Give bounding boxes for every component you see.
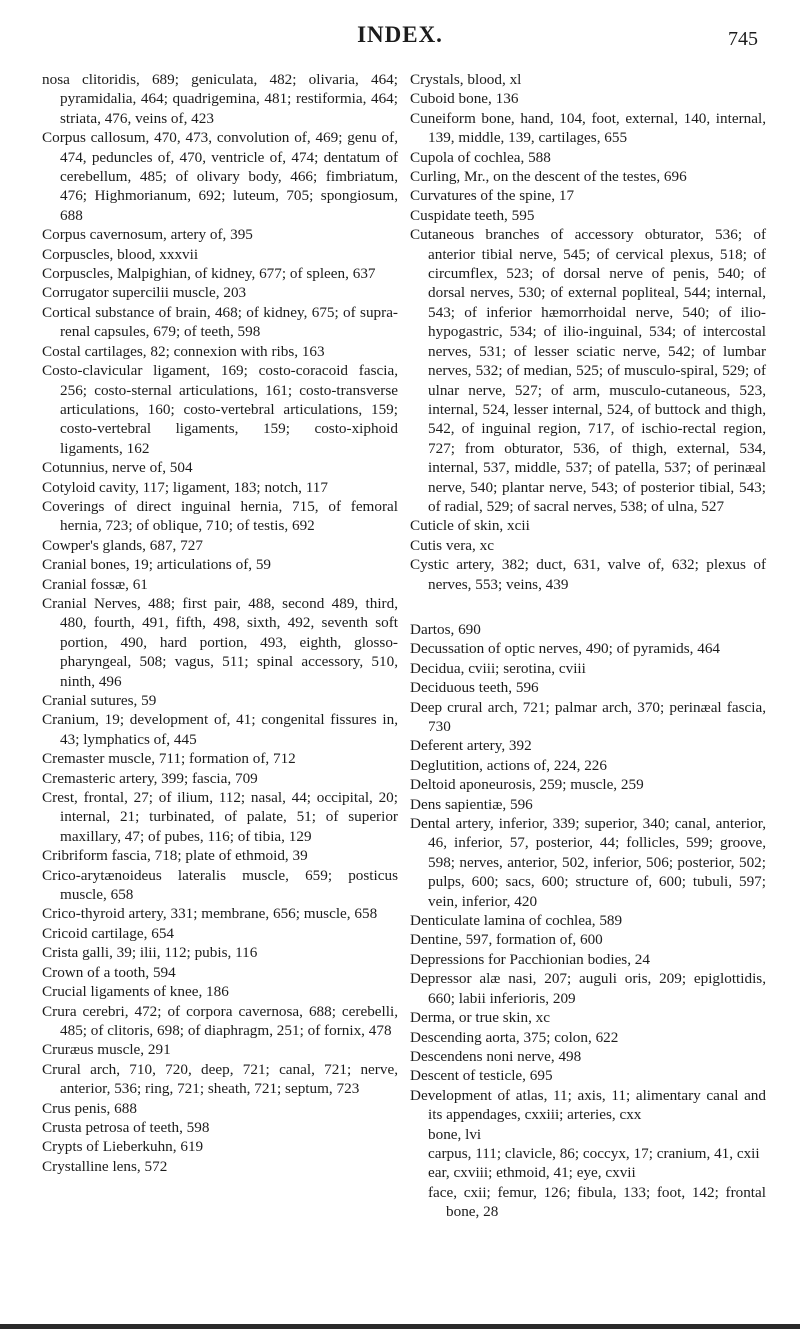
index-entry: Crest, frontal, 27; of ilium, 112; nasal, 44; occipital, 20; internal, 21; turbinated, of palate, 51; of superior maxillary, 47; of pubes, 116; of tibia, 129: [42, 789, 398, 845]
index-entry: Decidua, cviii; serotina, cviii: [410, 659, 586, 677]
running-head: INDEX.: [357, 22, 443, 47]
index-entry: Crico-thyroid artery, 331; membrane, 656; muscle, 658: [42, 905, 378, 923]
index-entry: Deltoid aponeurosis, 259; muscle, 259: [410, 776, 644, 794]
index-entry: Crural arch, 710, 720, deep, 721; canal, 721; nerve, anterior, 536; ring, 721; sheath, 721; septum, 723: [42, 1060, 398, 1098]
c-entries-group: [410, 70, 766, 594]
index-entry: Cranial fossæ, 61: [42, 575, 148, 593]
index-entry: Corpus cavernosum, artery of, 395: [42, 226, 253, 244]
index-entry: carpus, 111; clavicle, 86; coccyx, 17; cranium, 41, cxii: [428, 1144, 760, 1162]
page-number: 745: [728, 28, 758, 50]
index-entry: Corrugator supercilii muscle, 203: [42, 284, 247, 302]
index-entry: Cowper's glands, 687, 727: [42, 536, 203, 554]
index-entry: Dental artery, inferior, 339; superior, 340; canal, anterior, 46, inferior, 57, posterior, 44; follicles, 599; groove, 598; nerves, anterior, 502, inferior, 506; posterior, 502; pulps, 600; sacs, 600; structure of, 600; tubuli, 597; vein, inferior, 420: [410, 815, 766, 910]
index-entry: Cricoid cartilage, 654: [42, 924, 175, 942]
index-entry: Dens sapientiæ, 596: [410, 795, 533, 813]
index-entry: Deciduous teeth, 596: [410, 679, 539, 697]
index-entry: Deglutition, actions of, 224, 226: [410, 756, 607, 774]
index-entry: Cranial sutures, 59: [42, 692, 157, 709]
index-entry: Corpuscles, Malpighian, of kidney, 677; of spleen, 637: [42, 265, 376, 283]
index-entry: Development of atlas, 11; axis, 11; alimentary canal and its appendages, cxxiii; arteries, cxx: [410, 1086, 766, 1124]
d-entries-group: [410, 620, 766, 1125]
letter-section-gap: [410, 594, 766, 620]
index-entry: Depressor alæ nasi, 207; auguli oris, 209; epiglottidis, 660; labii inferioris, 209: [410, 970, 766, 1007]
index-entry: Descent of testicle, 695: [410, 1067, 553, 1085]
index-entry: Cuboid bone, 136: [410, 90, 519, 108]
index-entry: bone, lvi: [428, 1125, 482, 1143]
index-entry: Depressions for Pacchionian bodies, 24: [410, 950, 650, 968]
index-entry: Cutis vera, xc: [410, 536, 494, 554]
index-entry: Descending aorta, 375; colon, 622: [410, 1028, 619, 1046]
page-header: [0, 22, 800, 58]
index-entry: Dartos, 690: [410, 620, 481, 638]
index-entry: nosa clitoridis, 689; geniculata, 482; olivaria, 464; pyramidalia, 464; quadrigemina, 481; restiformia, 464; striata, 476, veins of, 423: [42, 71, 398, 127]
index-entry: Cupola of cochlea, 588: [410, 148, 551, 166]
index-entry: Cuneiform bone, hand, 104, foot, external, 140, internal, 139, middle, 139, cartilages, 655: [410, 109, 766, 147]
index-entry: Crypts of Lieberkuhn, 619: [42, 1138, 204, 1156]
index-entry: Crus penis, 688: [42, 1099, 137, 1117]
index-entry: Cranial Nerves, 488; first pair, 488, second 489, third, 480, fourth, 491, fifth, 498, sixth, 492, seventh soft portion, 490, hard portion, 493, eighth, glosso-pharyngeal, 508; vagus, 511; spinal accessory, 510, ninth, 496: [42, 594, 398, 690]
index-entry: Cotyloid cavity, 117; ligament, 183; notch, 117: [42, 478, 328, 496]
index-entry: Cotunnius, nerve of, 504: [42, 459, 193, 477]
index-entry: Deferent artery, 392: [410, 737, 532, 755]
index-entry: Denticulate lamina of cochlea, 589: [410, 912, 623, 930]
index-entry: Cystic artery, 382; duct, 631, valve of, 632; plexus of nerves, 553; veins, 439: [410, 556, 766, 593]
index-entry: Crystals, blood, xl: [410, 71, 522, 88]
index-entry: ear, cxviii; ethmoid, 41; eye, cxvii: [428, 1164, 636, 1182]
index-entry: Cribriform fascia, 718; plate of ethmoid, 39: [42, 847, 308, 865]
index-entry: Coverings of direct inguinal hernia, 715, of femoral hernia, 723; of oblique, 710; of testis, 692: [42, 497, 398, 535]
left-index-column: [42, 70, 398, 1176]
bottom-rule: [0, 1324, 800, 1329]
index-entry: Crura cerebri, 472; of corpora cavernosa, 688; cerebelli, 485; of clitoris, 698; of diaphragm, 251; of fornix, 478: [42, 1002, 398, 1039]
index-entry: Curling, Mr., on the descent of the testes, 696: [410, 168, 687, 186]
index-entry: Cortical substance of brain, 468; of kidney, 675; of supra-renal capsules, 679; of teeth, 598: [42, 303, 398, 341]
index-entry: Cremasteric artery, 399; fascia, 709: [42, 769, 258, 787]
index-entry: Corpus callosum, 470, 473, convolution of, 469; genu of, 474, peduncles of, 470, ventricle of, 474; dentatum of cerebellum, 485; of olivary body, 466; fimbriatum, 476; Highmorianum, 692; luteum, 705; spongiosum, 688: [42, 129, 398, 224]
development-subentries: [410, 1125, 766, 1222]
index-entry: Crico-arytænoideus lateralis muscle, 659; posticus muscle, 658: [42, 866, 398, 904]
index-entry: Cranium, 19; development of, 41; congenital fissures in, 43; lymphatics of, 445: [42, 711, 398, 748]
index-entry: Cruræus muscle, 291: [42, 1041, 171, 1059]
index-entry: Crista galli, 39; ilii, 112; pubis, 116: [42, 944, 258, 962]
index-entry: Descendens noni nerve, 498: [410, 1047, 582, 1065]
index-entry: Cutaneous branches of accessory obturator, 536; of anterior tibial nerve, 545; of cervical plexus, 518; of circumflex, 523; of dorsal nerve of penis, 540; of dorsal nerves, 530; of external popliteal, 544; internal, 543; of inferior hæmorrhoidal nerve, 540; of ilio-hypogastric, 534; of ilio-inguinal, 534; of intercostal nerves, 531; of lesser sciatic nerve, 542; of lumbar nerves, 532; of median, 525; of musculo-spiral, 529; of ulnar nerve, 527; of arm, musculo-cutaneous, 523, internal, 524, lesser internal, 524, of buttock and thigh, 542, of inguinal region, 717, of ischio-rectal region, 727; from obturator, 536, of thigh, external, 534, internal, 537, middle, 537; of patella, 537; of perinæal nerve, 540; plantar nerve, 543; of posterior tibial, 543; of radial, 529; of sacral nerves, 538; of ulna, 527: [410, 226, 766, 515]
index-entry: Dentine, 597, formation of, 600: [410, 931, 603, 949]
index-entry: Costo-clavicular ligament, 169; costo-coracoid fascia, 256; costo-sternal articulations, 161; costo-transverse articulations, 160; costo-vertebral articulations, 159; costo-vertebral ligaments, 159; costo-xiphoid ligaments, 162: [42, 362, 398, 457]
index-entry: Crucial ligaments of knee, 186: [42, 983, 229, 1001]
index-entry: Cremaster muscle, 711; formation of, 712: [42, 750, 296, 768]
index-entry: Curvatures of the spine, 17: [410, 187, 575, 205]
index-entry: Derma, or true skin, xc: [410, 1009, 551, 1027]
index-entry: Cuspidate teeth, 595: [410, 206, 535, 224]
index-entry: Crystalline lens, 572: [42, 1157, 168, 1175]
index-entry: Costal cartilages, 82; connexion with ribs, 163: [42, 342, 325, 360]
index-entry: Decussation of optic nerves, 490; of pyramids, 464: [410, 640, 721, 658]
index-entry: face, cxii; femur, 126; fibula, 133; foot, 142; frontal bone, 28: [428, 1183, 766, 1221]
index-entry: Corpuscles, blood, xxxvii: [42, 245, 199, 263]
index-entry: Cuticle of skin, xcii: [410, 517, 530, 535]
index-entry: Crown of a tooth, 594: [42, 963, 176, 981]
index-entry: Crusta petrosa of teeth, 598: [42, 1118, 210, 1136]
index-entry: Cranial bones, 19; articulations of, 59: [42, 556, 272, 574]
right-index-column: [410, 70, 766, 1222]
index-entry: Deep crural arch, 721; palmar arch, 370; perinæal fascia, 730: [410, 698, 766, 735]
